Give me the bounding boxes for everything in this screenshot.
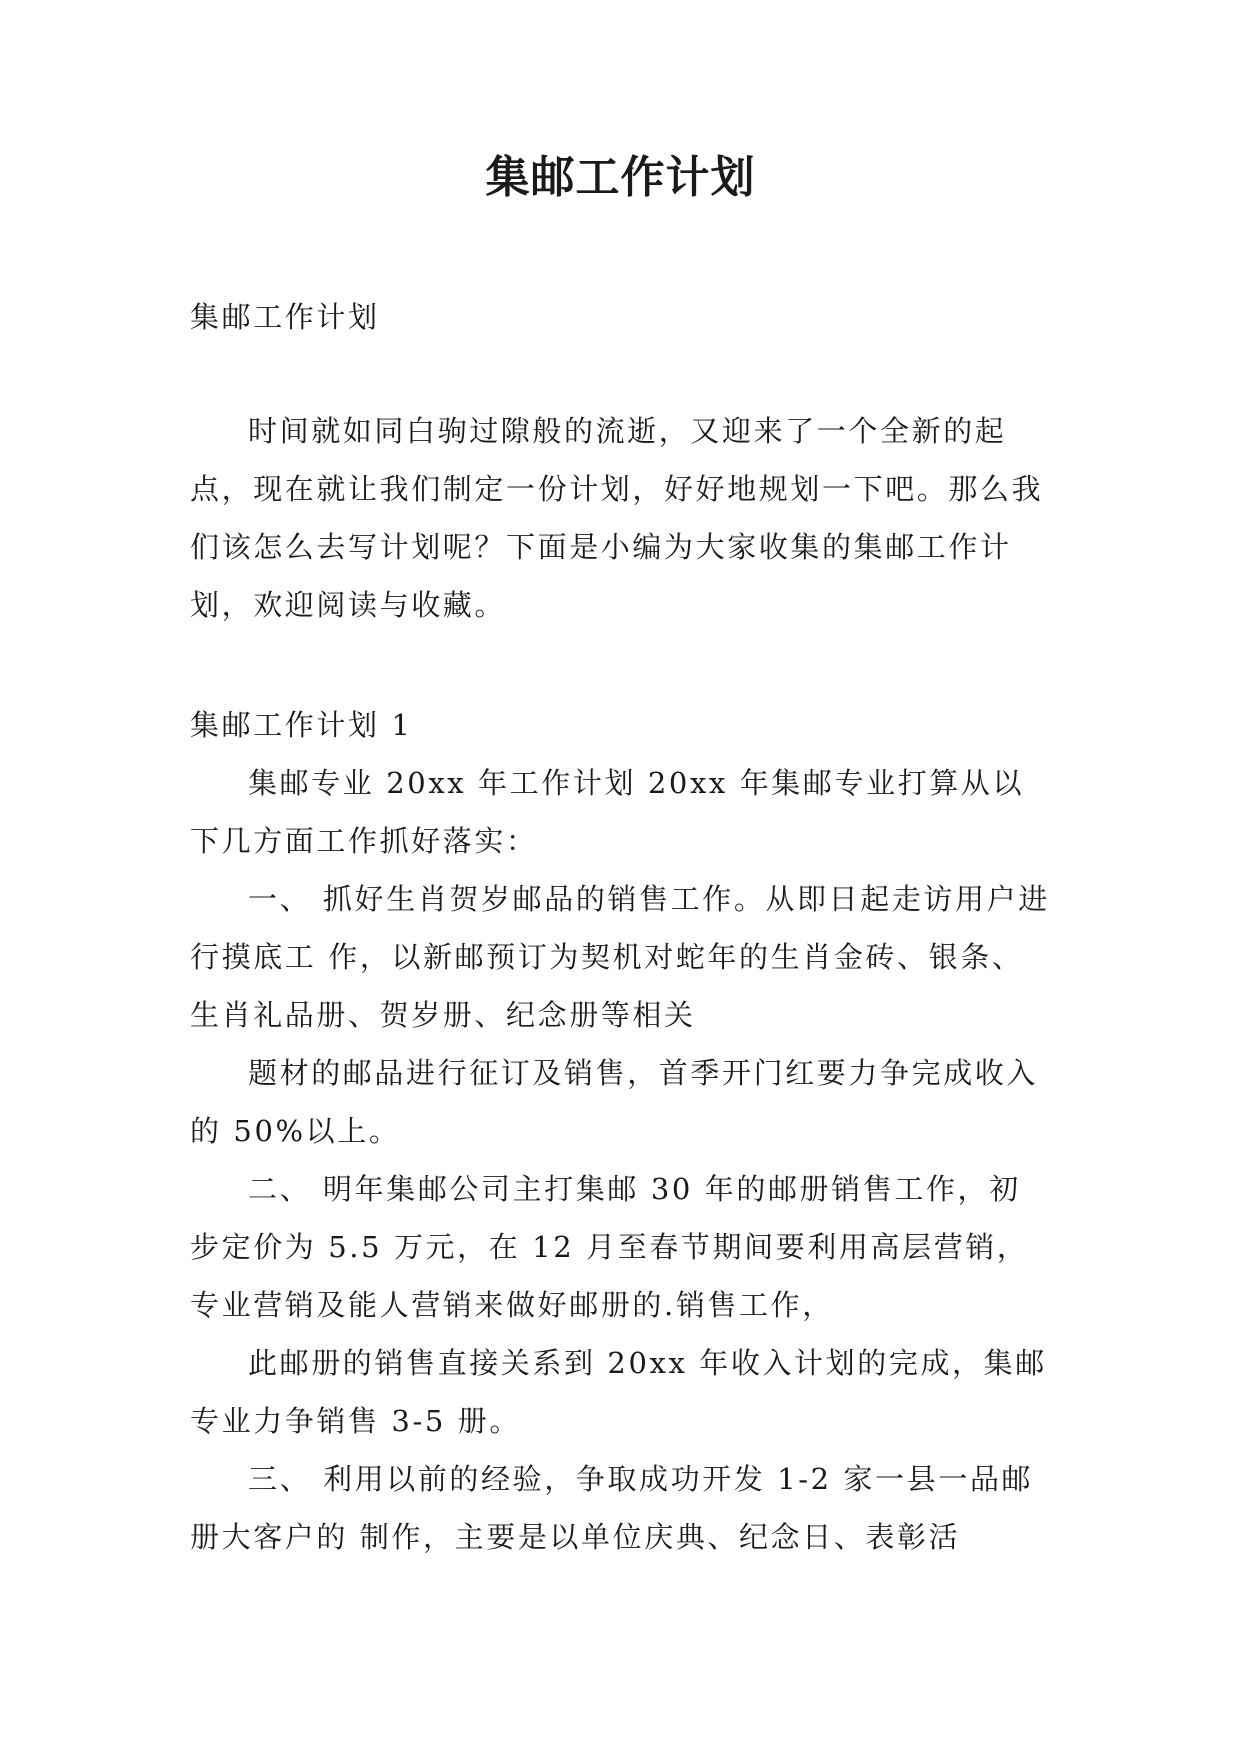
plan-paragraph-item-3: 三、 利用以前的经验，争取成功开发 1-2 家一县一品邮册大客户的 制作，主要是以单位庆典、纪念日、表彰活 <box>190 1462 1034 1554</box>
plan-body <box>190 754 1052 1566</box>
plan-paragraph-item-1: 一、 抓好生肖贺岁邮品的销售工作。从即日起走访用户进行摸底工 作，以新邮预订为契机对蛇年的生肖金砖、银条、生肖礼品册、贺岁册、纪念册等相关 <box>190 882 1050 1032</box>
plan-paragraph-item-1-cont: 题材的邮品进行征订及销售，首季开门红要力争完成收入的 50%以上。 <box>190 1056 1039 1148</box>
document-title: 集邮工作计划 <box>485 152 756 203</box>
plan-paragraph-item-2: 二、 明年集邮公司主打集邮 30 年的邮册销售工作，初步定价为 5.5 万元，在 12 月至春节期间要利用高层营销，专业营销及能人营销来做好邮册的.销售工作， <box>190 1172 1029 1322</box>
plan-paragraph-overview: 集邮专业 20xx 年工作计划 20xx 年集邮专业打算从以下几方面工作抓好落实： <box>190 766 1025 858</box>
document-subtitle: 集邮工作计划 <box>190 300 380 334</box>
section-title: 集邮工作计划 1 <box>190 708 413 742</box>
intro-paragraph: 时间就如同白驹过隙般的流逝，又迎来了一个全新的起点，现在就让我们制定一份计划，好好地规划一下吧。那么我们该怎么去写计划呢？下面是小编为大家收集的集邮工作计划，欢迎阅读与收藏。 <box>190 414 1044 622</box>
plan-paragraph-item-2-cont: 此邮册的销售直接关系到 20xx 年收入计划的完成，集邮专业力争销售 3-5 册。 <box>190 1346 1047 1438</box>
